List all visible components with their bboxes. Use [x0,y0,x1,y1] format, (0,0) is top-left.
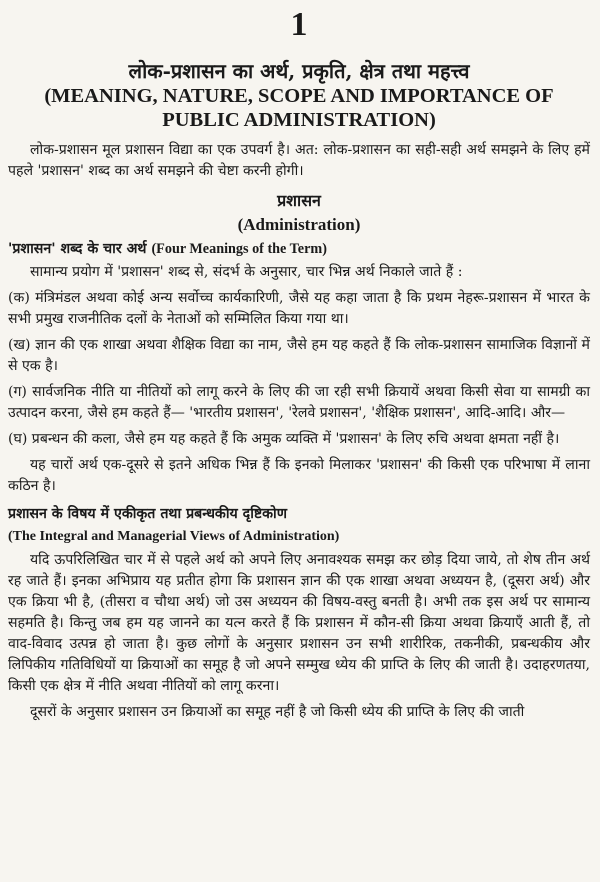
intro-paragraph: लोक-प्रशासन मूल प्रशासन विद्या का एक उपवर्ग है। अत: लोक-प्रशासन का सही-सही अर्थ समझने के लिए हमें पहले 'प्रशासन' शब्द का अर्थ समझने की चेष्टा करनी होगी। [8,142,590,179]
section2-paragraph-2: दूसरों के अनुसार प्रशासन उन क्रियाओं का समूह नहीं है जो किसी ध्येय की प्राप्ति के लिए की जाती [30,704,525,720]
meaning-item-ka: (क) मंत्रिमंडल अथवा कोई अन्य सर्वोच्च कार्यकारिणी, जैसे यह कहा जाता है कि प्रथम नेहरू-प्रशासन में भारत के सभी प्रमुख राजनीतिक दलों के नेताओं को सम्मिलित किया गया था। [8,290,590,327]
meanings-lead: सामान्य प्रयोग में 'प्रशासन' शब्द से, संदर्भ के अनुसार, चार भिन्न अर्थ निकाले जाते हैं : [30,264,463,280]
chapter-title-english: (MEANING, NATURE, SCOPE AND IMPORTANCE OF PUBLIC ADMINISTRATION) [44,85,554,131]
meaning-item-ga: (ग) सार्वजनिक नीति या नीतियों को लागू करने के लिए की जा रही सभी क्रियायें अथवा किसी सेवा या सामग्री का उत्पादन करना, जैसे हम कहते हैं— 'भारतीय प्रशासन', 'रेलवे प्रशासन', 'शैक्षिक प्रशासन', आदि-आदि। और— [8,384,590,421]
subheading-english: (Four Meanings of the Term) [151,241,327,257]
subheading-hindi: 'प्रशासन' शब्द के चार अर्थ [8,241,147,257]
meaning-item-kha: (ख) ज्ञान की एक शाखा अथवा शैक्षिक विद्या का नाम, जैसे हम यह कहते हैं कि लोक-प्रशासन सामाजिक विज्ञानों में से एक है। [8,337,590,374]
section2-paragraph-1: यदि ऊपरिलिखित चार में से पहले अर्थ को अपने लिए अनावश्यक समझ कर छोड़ दिया जाये, तो शेष तीन अर्थ रह जाते हैं। इनका अभिप्राय यह प्रतीत होगा कि प्रशासन ज्ञान की एक शाखा अथवा अध्ययन है, (दूसरा अर्थ) और एक क्रिया भी है, (तीसरा व चौथा अर्थ) जो उस अध्ययन की विषय-वस्तु बनती है। अभी तक इस अर्थ पर सामान्य सहमति है। किन्तु जब हम यह जानने का यत्न करते हैं कि प्रशासन में कौन-सी क्रिया अथवा क्रियाएँ आती हैं, तो वाद-विवाद उत्पन्न हो जाता है। कुछ लोगों के अनुसार प्रशासन उन सभी शारीरिक, तकनीकी, प्रबन्धकीय और लिपिकीय गतिविधियों या क्रियाओं का समूह है जो अपने सम्मुख ध्येय की प्राप्ति के लिए की जाती है। उदाहरणतया, किसी एक क्षेत्र में नीति अथवा नीतियों को लागू करना। [8,552,590,694]
meaning-item-gha: (घ) प्रबन्धन की कला, जैसे हम यह कहते हैं कि अमुक व्यक्ति में 'प्रशासन' के लिए रुचि अथवा क्षमता नहीं है। [8,431,560,447]
subheading-four-meanings [8,238,590,260]
section2-heading-hindi: प्रशासन के विषय में एकीकृत तथा प्रबन्धकीय दृष्टिकोण [8,506,287,522]
chapter-title-hindi: लोक-प्रशासन का अर्थ, प्रकृति, क्षेत्र तथा महत्त्व [128,59,470,83]
section2-heading-english: (The Integral and Managerial Views of Administration) [8,529,340,544]
chapter-number: 1 [290,6,308,43]
section-heading-hindi: प्रशासन [277,191,321,210]
meanings-closing: यह चारों अर्थ एक-दूसरे से इतने अधिक भिन्न हैं कि इनको मिलाकर 'प्रशासन' की किसी एक परिभाषा में लाना कठिन है। [8,457,590,494]
section-heading-english: (Administration) [237,215,361,234]
